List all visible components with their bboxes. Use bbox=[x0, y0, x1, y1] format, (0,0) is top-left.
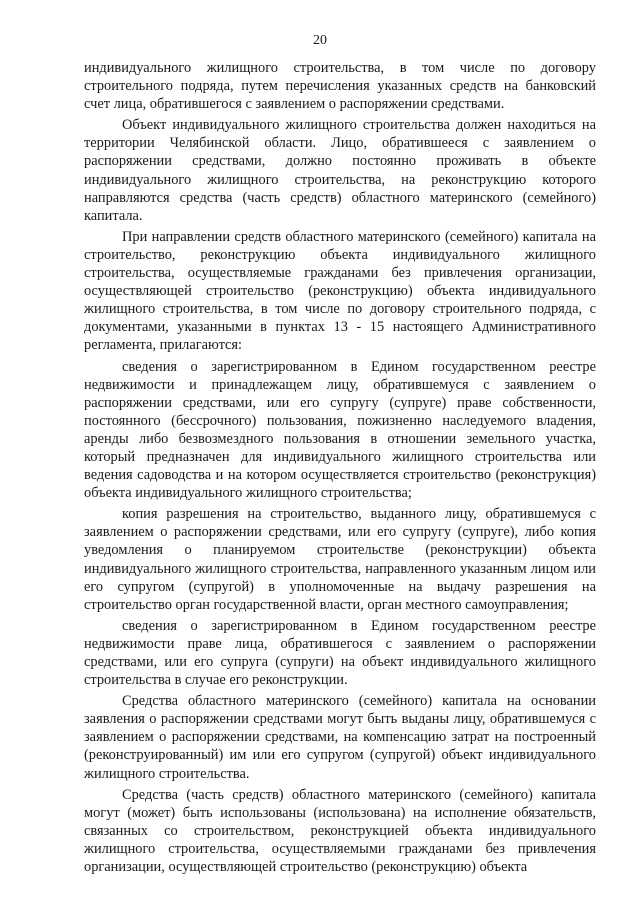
paragraph-land-rights-info: сведения о зарегистрированном в Едином государственном реестре недвижимости и принадлежащем лицу, обратившемуся с заявлением о распоряжении средствами, или его супругу (супруге) праве собственности, постоянного (бессрочного) пользования, пожизненно наследуемого владения, аренды либо безвозмездного пользования в отношении земельного участка, который предназначен для индивидуального жилищного строительства или ведения садоводства и на котором осуществляется строительство (реконструкция) объекта индивидуального жилищного строительства; bbox=[84, 358, 596, 502]
paragraph-building-permit-copy: копия разрешения на строительство, выданного лицу, обратившемуся с заявлением о распоряжении средствами, или его супругу (супруге), либо копия уведомления о планируемом строительстве (реконструкции) объекта индивидуального жилищного строительства, направленного указанным лицом или его супругом (супругой) в уполномоченные на выдачу разрешения на строительство орган государственной власти, орган местного самоуправления; bbox=[84, 506, 596, 613]
paragraph-continuation: индивидуального жилищного строительства, в том числе по договору строительного подряда, путем перечисления указанных средств на банковский счет лица, обратившегося с заявлением о распоряжении средствами. bbox=[84, 60, 596, 113]
paragraph-object-location: Объект индивидуального жилищного строительства должен находиться на территории Челябинской области. Лицо, обратившееся с заявлением о распоряжении средствами, должно постоянно проживать в объекте индивидуального жилищного строительства, на реконструкцию которого направляются средства (часть средств) областного материнского (семейного) капитала. bbox=[84, 117, 596, 224]
paragraph-construction-funds: При направлении средств областного материнского (семейного) капитала на строительство, реконструкцию объекта индивидуального жилищного строительства, осуществляемые гражданами без привлечения организации, осуществляющей строительство (реконструкцию) объекта индивидуального жилищного строительства, в том числе по договору строительного подряда, с документами, указанными в пунктах 13 - 15 настоящего Административного регламента, прилагаются: bbox=[84, 228, 596, 354]
paragraph-cost-compensation: Средства областного материнского (семейного) капитала на основании заявления о распоряжении средствами могут быть выданы лицу, обратившемуся с заявлением о распоряжении средствами, на компенсацию затрат на построенный (реконструированный) им или его супругом (супругой) объект индивидуального жилищного строительства. bbox=[84, 693, 596, 782]
paragraph-ownership-info: сведения о зарегистрированном в Едином государственном реестре недвижимости праве лица, обратившегося с заявлением о распоряжении средствами, или его супруга (супруги) на объект индивидуального жилищного строительства в случае его реконструкции. bbox=[84, 617, 596, 689]
document-body bbox=[84, 59, 596, 876]
paragraph-obligations: Средства (часть средств) областного материнского (семейного) капитала могут (может) быть использованы (использована) на исполнение обязательств, связанных со строительством, реконструкцией объекта индивидуального жилищного строительства, осуществляемыми гражданами без привлечения организации, осуществляющей строительство (реконструкцию) объекта bbox=[84, 786, 596, 876]
page-number: 20 bbox=[313, 33, 327, 48]
